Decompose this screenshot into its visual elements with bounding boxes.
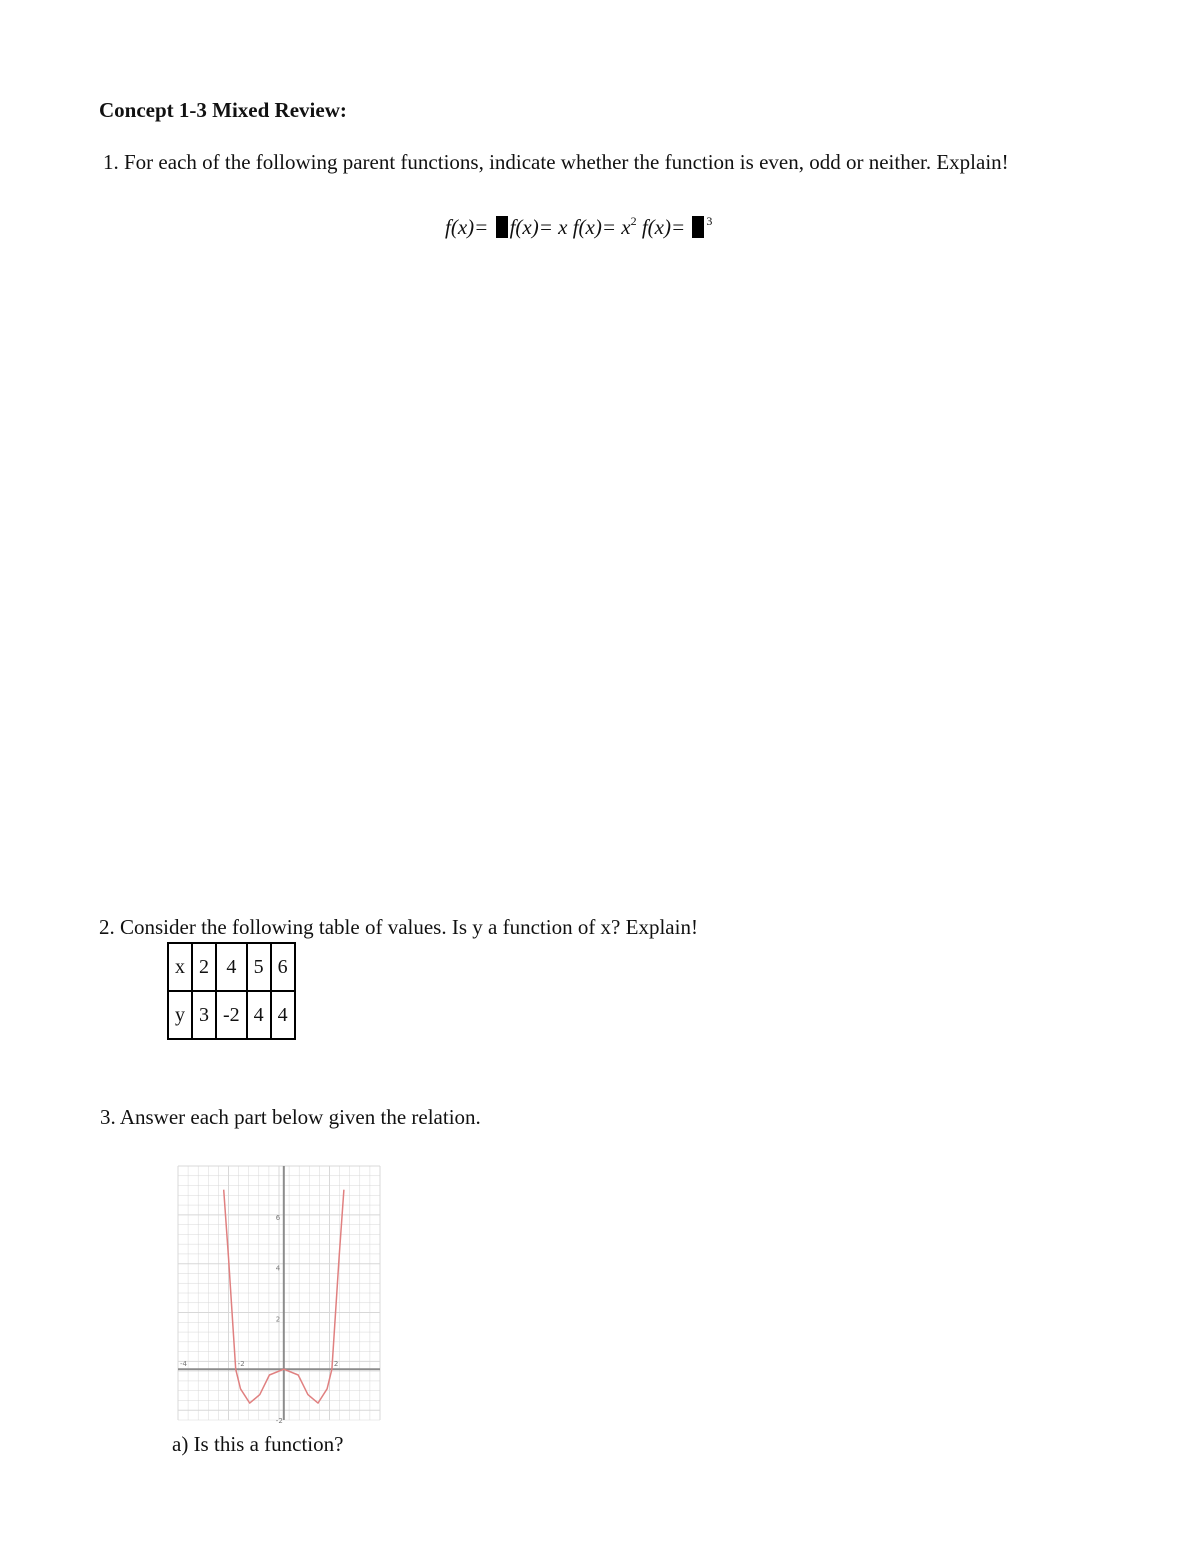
table-cell: 3 xyxy=(192,991,216,1039)
values-table xyxy=(167,942,296,1040)
question-2-text: 2. Consider the following table of values. Is y a function of x? Explain! xyxy=(99,915,698,939)
formula-f1-lhs: f(x)= xyxy=(445,215,489,239)
table-cell: 4 xyxy=(247,991,271,1039)
page-title: Concept 1-3 Mixed Review: xyxy=(99,98,347,122)
formula-f3: f(x)= x xyxy=(572,215,631,239)
table-cell: y xyxy=(168,991,192,1039)
table-cell: 6 xyxy=(271,943,295,991)
table-cell: -2 xyxy=(216,991,247,1039)
formula-f4-exponent: 3 xyxy=(706,214,713,228)
formula-f4-lhs: f(x)= xyxy=(641,215,686,239)
formula-f2: f(x)= x xyxy=(509,215,568,239)
table-row xyxy=(168,991,295,1039)
function-list xyxy=(445,214,712,240)
table-cell: 5 xyxy=(247,943,271,991)
graph-tick-labels xyxy=(180,1214,338,1424)
redacted-block xyxy=(692,216,704,238)
x-tick-label: -2 xyxy=(237,1360,245,1369)
y-tick-label: 2 xyxy=(275,1315,281,1324)
question-3-text: 3. Answer each part below given the relation. xyxy=(100,1105,481,1129)
formula-f3-exponent: 2 xyxy=(630,214,637,228)
table-cell: 4 xyxy=(216,943,247,991)
question-1-text: 1. For each of the following parent functions, indicate whether the function is even, odd or neither. Explain! xyxy=(103,150,1009,174)
table-row xyxy=(168,943,295,991)
graph-grid xyxy=(178,1166,380,1420)
question-3a-text: a) Is this a function? xyxy=(172,1432,344,1456)
redacted-block xyxy=(496,216,508,238)
x-tick-label: -4 xyxy=(180,1360,187,1369)
y-tick-label: 4 xyxy=(275,1264,281,1273)
table-cell: 2 xyxy=(192,943,216,991)
y-tick-label: -2 xyxy=(275,1417,283,1424)
table-cell: x xyxy=(168,943,192,991)
relation-graph xyxy=(174,1162,384,1424)
x-tick-label: 2 xyxy=(333,1360,339,1369)
y-tick-label: 6 xyxy=(275,1213,281,1222)
table-cell: 4 xyxy=(271,991,295,1039)
